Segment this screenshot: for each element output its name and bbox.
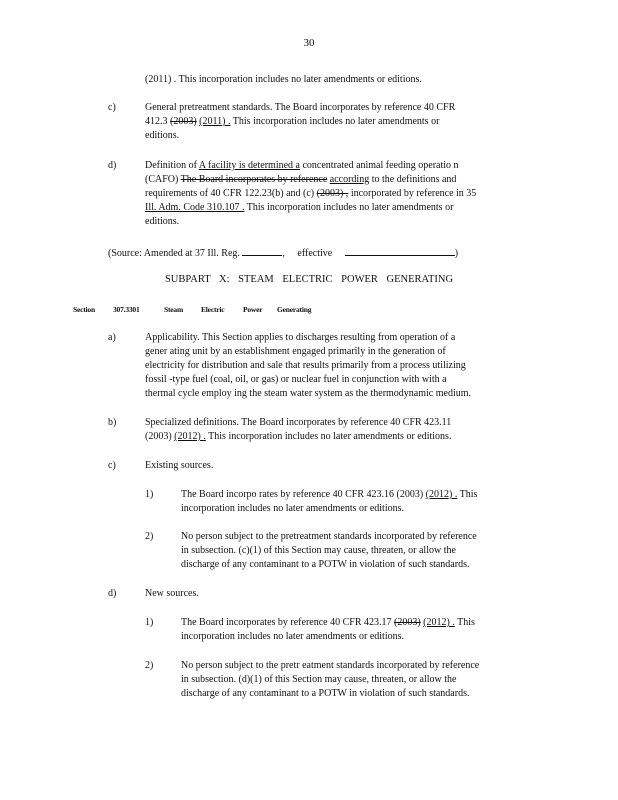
- line: No person subject to the pretreatment standards incorporated by reference: [181, 531, 477, 542]
- item-heading: New sources.: [145, 588, 199, 599]
- section-title-word: Electric: [201, 305, 225, 314]
- line: editions.: [145, 216, 180, 227]
- effective-label: effective: [297, 248, 333, 259]
- inserted-text: (2012) .: [423, 617, 455, 628]
- deleted-text: (2003): [394, 617, 421, 628]
- line: gener ating unit by an establishment engaged primarily in the generation of: [145, 346, 446, 357]
- text: This incorporation includes no later amendments or editions.: [208, 431, 452, 442]
- line: [181, 616, 531, 630]
- item-label: d): [108, 160, 117, 171]
- section-title-word: Generating: [277, 305, 312, 314]
- item-label: c): [108, 460, 116, 471]
- line-rest: This incorporation includes no later amendments or: [232, 116, 440, 127]
- section-title-word: Power: [243, 305, 263, 314]
- line: fossil -type fuel (coal, oil, or gas) or nuclear fuel in conjunction with with a: [145, 374, 447, 385]
- deleted-text: The Board incorporates by reference: [180, 174, 328, 185]
- section-title-word: Steam: [164, 305, 183, 314]
- item-label: b): [108, 417, 117, 428]
- text: The Board incorpo rates by reference 40 CFR 423.16 (2003): [181, 489, 424, 500]
- line: [145, 159, 540, 173]
- carryover-line: [145, 73, 422, 87]
- inserted-text: Ill. Adm. Code 310.107 .: [145, 202, 245, 213]
- line: in subsection. (c)(1) of this Section may cause, threaten, or allow the: [181, 545, 456, 556]
- inserted-text: (2011) .: [199, 116, 231, 127]
- subitem-label: 2): [145, 531, 154, 542]
- inserted-text: (2012) .: [174, 431, 206, 442]
- item-heading: Existing sources.: [145, 460, 214, 471]
- line: discharge of any contaminant to a POTW in violation of such standards.: [181, 559, 470, 570]
- effective-date-blank: [345, 245, 455, 256]
- deleted-text: (2003) ,: [316, 188, 349, 199]
- text: concentrated animal feeding operatio n: [302, 160, 459, 171]
- line: incorporation includes no later amendments or editions.: [181, 503, 404, 514]
- line: General pretreatment standards. The Board incorporates by reference 40 CFR: [145, 102, 456, 113]
- source-text: (Source: Amended at 37 Ill. Reg.: [108, 248, 240, 259]
- line: [145, 201, 540, 215]
- carryover-text: (2011) . This incorporation includes no later amendments or editions.: [145, 74, 422, 85]
- section-number: 307.3301: [113, 305, 140, 314]
- line: in subsection. (d)(1) of this Section may cause, threaten, or allow the: [181, 674, 457, 685]
- text: requirements of 40 CFR 122.23(b) and (c): [145, 188, 315, 199]
- inserted-text: according: [329, 174, 370, 185]
- line: thermal cycle employ ing the steam water system as the thermodynamic medium.: [145, 388, 472, 399]
- text: (CAFO): [145, 174, 179, 185]
- line: [145, 173, 540, 187]
- inserted-text: (2012) .: [425, 489, 458, 500]
- text: (2003): [145, 431, 172, 442]
- line: [145, 115, 530, 129]
- text: This: [459, 489, 478, 500]
- text: This: [457, 617, 475, 628]
- item-label: d): [108, 588, 117, 599]
- item-label: a): [108, 332, 116, 343]
- inserted-text: A facility is determined a: [198, 160, 300, 171]
- line: editions.: [145, 130, 180, 141]
- line: Applicability. This Section applies to discharges resulting from operation of a: [145, 332, 456, 343]
- text: The Board incorporates by reference 40 CFR 423.17: [181, 617, 392, 628]
- deleted-text: (2003): [170, 116, 197, 127]
- line: [181, 488, 531, 502]
- line: [145, 187, 540, 201]
- line: No person subject to the pretr eatment standards incorporated by reference: [181, 660, 480, 671]
- line: discharge of any contaminant to a POTW in violation of such standards.: [181, 688, 470, 699]
- citation: 412.3: [145, 116, 168, 127]
- source-line: (Source: Amended at 37 Ill. Reg. , effective ): [108, 245, 458, 261]
- page-number: 30: [303, 37, 315, 49]
- line: electricity for distribution and sale that results primarily from a process utilizing: [145, 360, 466, 371]
- section-label: Section: [73, 305, 95, 314]
- source-note: [108, 245, 458, 261]
- subitem-label: 1): [145, 617, 154, 628]
- line: incorporation includes no later amendments or editions.: [181, 631, 404, 642]
- register-blank: [242, 245, 282, 256]
- line: [145, 430, 530, 444]
- subitem-label: 1): [145, 489, 154, 500]
- line: Specialized definitions. The Board incorporates by reference 40 CFR 423.11: [145, 417, 452, 428]
- subpart-heading: SUBPART X: STEAM ELECTRIC POWER GENERATING: [164, 274, 454, 285]
- subitem-label: 2): [145, 660, 154, 671]
- text: This incorporation includes no later amendments or: [246, 202, 454, 213]
- item-label: c): [108, 102, 116, 113]
- text: Definition of: [145, 160, 197, 171]
- text: to the definitions and: [371, 174, 457, 185]
- text: incorporated by reference in 35: [350, 188, 477, 199]
